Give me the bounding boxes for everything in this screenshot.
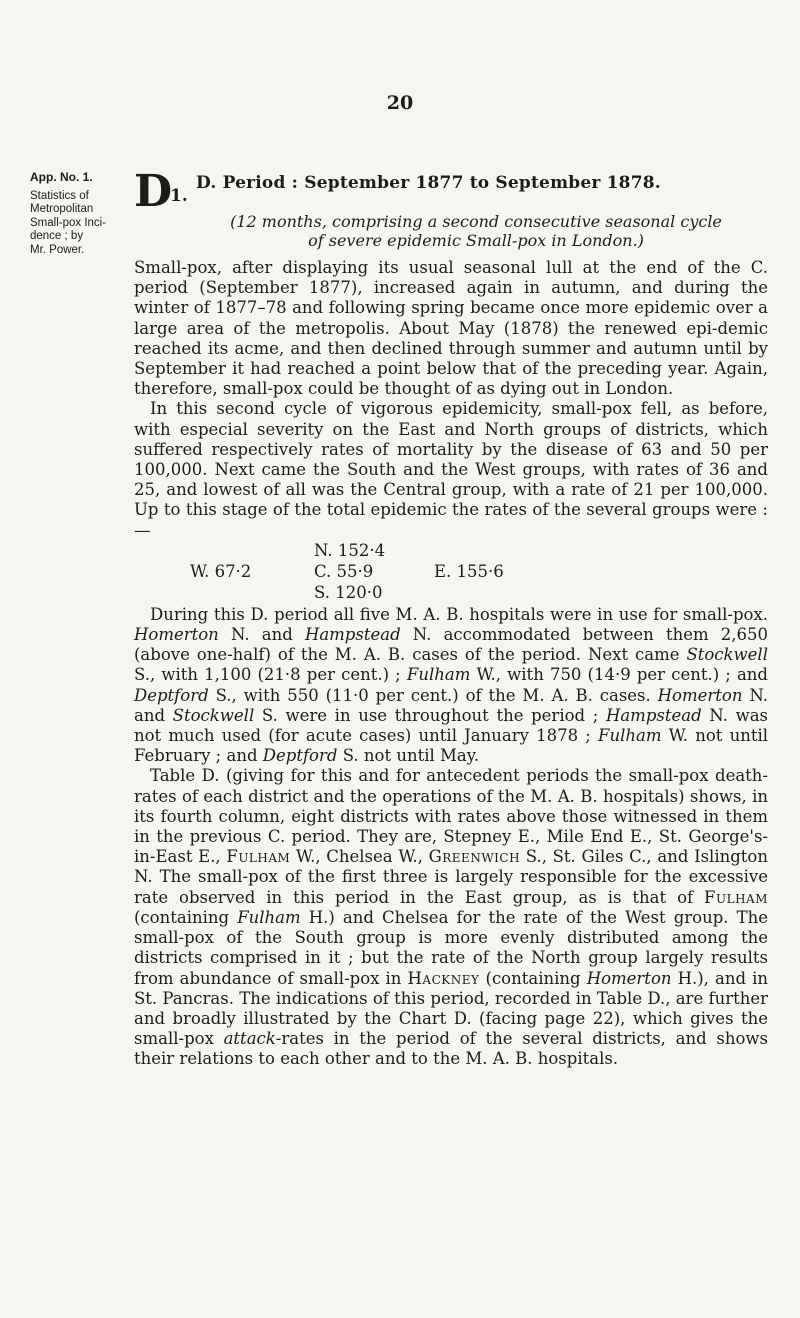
text-run: S. were in use throughout the period ; xyxy=(254,705,606,725)
text-run: N. and xyxy=(134,685,768,725)
rate-north: N. 152·4 xyxy=(314,540,386,560)
text-run: S., with 550 (11·0 per cent.) of the M. A. B. cases. xyxy=(208,685,658,705)
subheading-line: (12 months, comprising a second consecutive seasonal cycle xyxy=(230,212,722,231)
text-run: Table D. (giving for this and for antecedent periods the small-pox death-rates of each district and the operations of the M. A. B. hospitals) shows, in its fourth column, eight districts with rates above those witnessed in them in the previous C. period. They are, Stepney E., Mile End E., St. George's-in-East E., xyxy=(134,766,768,867)
hospital-name: Homerton xyxy=(586,968,672,988)
text-run: W. not until February ; and xyxy=(134,726,769,766)
appendix-label: App. No. 1. xyxy=(30,170,93,184)
text-run: S., St. Giles C., and Islington N. The small-pox of the first three is largely responsible for the excessive rate observed in this period in the East group, as is that of xyxy=(134,847,768,907)
rate-south: S. 120·0 xyxy=(314,582,383,602)
text-run: S. not until May. xyxy=(337,746,480,766)
text-run: N. and xyxy=(218,625,305,645)
paragraph-table-d xyxy=(134,766,768,1069)
section-subheading xyxy=(184,212,768,250)
text-run: H.) and Chelsea for the rate of the West group. The small-pox of the South group is more evenly distributed among the districts comprised in it ; but the rate of the North group largely results from abundance of small-pox in xyxy=(134,907,769,988)
text-run: (containing xyxy=(479,968,587,988)
text-run: H.), and in St. Pancras. The indications of this period, recorded in Table D., are further and broadly illustrated by the Chart D. (facing page 22), which gives the small-pox xyxy=(134,968,769,1049)
sidenote-line: dence ; by xyxy=(30,230,84,242)
sidenote-line: Statistics of xyxy=(30,189,89,202)
paragraph-second-cycle: In this second cycle of vigorous epidemicity, small-pox fell, as before, with especial severity on the East and North groups of districts, which suffered respectively rates of mortality by the disease of 63 and 50 per 100,000. Next came the South and the West groups, with rates of 36 and 25, and lowest of all was the Central group, with a rate of 21 per 100,000. Up to this stage of the total epidemic the rates of the several groups were :— xyxy=(134,399,768,540)
district-name: Hackney xyxy=(407,968,480,988)
text-run: During this D. period all five M. A. B. hospitals were in use for small-pox. xyxy=(150,604,768,624)
section-mark-number: 1. xyxy=(170,186,188,206)
hospital-name: Fulham xyxy=(237,907,301,927)
sidenote-line: Small-pox Inci- xyxy=(30,216,107,229)
hospital-name: Homerton xyxy=(134,625,219,645)
text-run: S., with 1,100 (21·8 per cent.) ; xyxy=(134,665,407,685)
district-name: Fulham xyxy=(704,887,768,907)
sidenote-line: Metropolitan xyxy=(30,203,94,215)
subheading-line: of severe epidemic Small-pox in London.) xyxy=(308,231,644,250)
hospital-name: Deptford xyxy=(262,746,338,766)
district-name: Fulham xyxy=(226,847,291,867)
paragraph-seasonal-lull: Small-pox, after displaying its usual seasonal lull at the end of the C. period (September 1877), increased again in autumn, and during the winter of 1877–78 and following spring became once more epidemic over a large area of the metropolis. About May (1878) the renewed epi-demic reached its acme, and then declined through summer and autumn until by September it had reached a point below that of the preceding year. Again, therefore, small-pox could be thought of as dying out in London. xyxy=(134,258,768,399)
hospital-name: Deptford xyxy=(134,685,209,705)
section-heading: D. Period : September 1877 to September 1878. xyxy=(196,173,661,193)
group-rates xyxy=(134,541,768,605)
hospital-name: Hampstead xyxy=(304,625,401,645)
text-run: W., Chelsea W., xyxy=(290,847,429,867)
page-number: 20 xyxy=(386,92,414,114)
rate-east: E. 155·6 xyxy=(434,561,504,581)
main-text xyxy=(134,166,769,1070)
emphasis-word: attack xyxy=(223,1029,276,1049)
rate-west: W. 67·2 xyxy=(190,561,252,581)
section-header xyxy=(134,166,768,217)
section-mark-letter: D xyxy=(134,166,173,217)
hospital-name: Stockwell xyxy=(172,705,255,725)
hospital-name: Fulham xyxy=(406,665,471,685)
text-run: N. was not much used (for acute cases) until January 1878 ; xyxy=(134,705,768,746)
margin-note xyxy=(30,171,120,257)
paragraph-hospitals xyxy=(134,605,768,767)
text-run: -rates in the period of the several districts, and shows their relations to each other and to the M. A. B. hospitals. xyxy=(134,1029,768,1069)
district-name: Greenwich xyxy=(428,847,521,867)
hospital-name: Stockwell xyxy=(686,645,768,665)
hospital-name: Hampstead xyxy=(605,705,702,725)
text-run: W., with 750 (14·9 per cent.) ; and xyxy=(470,665,768,685)
text-run: N. accommodated between them 2,650 (above one-half) of the M. A. B. cases of the period. Next came xyxy=(134,625,769,665)
hospital-name: Homerton xyxy=(657,685,743,705)
rate-central: C. 55·9 xyxy=(314,561,374,581)
text-run: (containing xyxy=(134,907,238,927)
hospital-name: Fulham xyxy=(598,726,662,746)
sidenote-line: Mr. Power. xyxy=(30,243,85,256)
